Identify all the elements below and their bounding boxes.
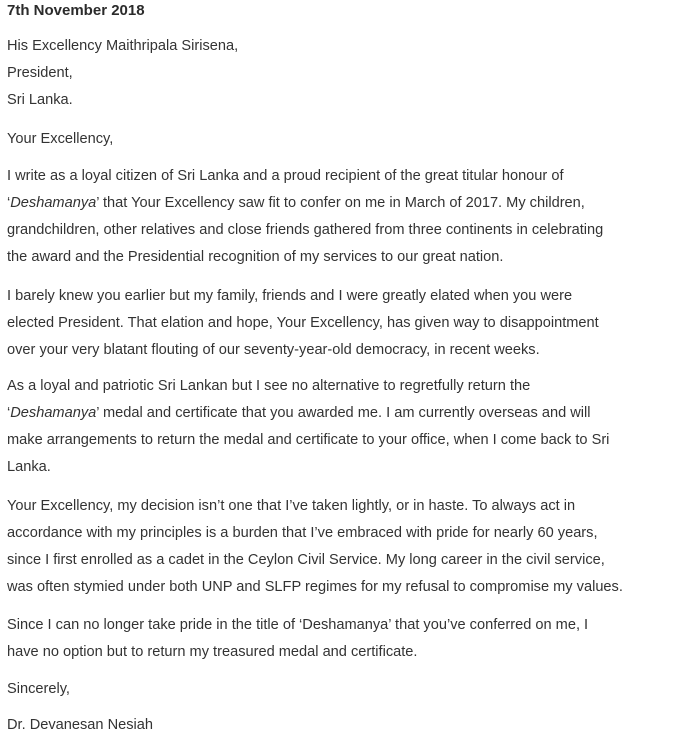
paragraph-line: I write as a loyal citizen of Sri Lanka and a proud recipient of the great titular honour of xyxy=(7,168,564,184)
paragraph-line: have no option but to return my treasured medal and certificate. xyxy=(7,644,418,660)
signature-name: Dr. Devanesan Nesiah xyxy=(7,717,154,733)
paragraph-line: accordance with my principles is a burden that I’ve embraced with pride for nearly 60 years, xyxy=(7,525,598,541)
paragraph-3 xyxy=(7,373,677,481)
salutation xyxy=(7,126,677,153)
letter-date: 7th November 2018 xyxy=(7,2,145,19)
signature xyxy=(7,712,677,739)
addressee-name: His Excellency Maithripala Sirisena, xyxy=(7,38,239,54)
paragraph-line: was often stymied under both UNP and SLFP regimes for my refusal to compromise my values. xyxy=(7,579,623,595)
paragraph-line xyxy=(7,400,677,427)
paragraph-line: Since I can no longer take pride in the title of ‘Deshamanya’ that you’ve conferred on me, I xyxy=(7,617,589,633)
quote-open: ‘ xyxy=(7,195,11,211)
addressee-title: President, xyxy=(7,65,73,81)
paragraph-line: grandchildren, other relatives and close friends gathered from three continents in celebrating xyxy=(7,222,604,238)
paragraph-2 xyxy=(7,283,677,364)
paragraph-line: elected President. That elation and hope, Your Excellency, has given way to disappointment xyxy=(7,315,599,331)
paragraph-line xyxy=(7,190,677,217)
paragraph-line: As a loyal and patriotic Sri Lankan but I see no alternative to regretfully return the xyxy=(7,378,531,394)
addressee-block xyxy=(7,33,677,114)
paragraph-line-rest: ’ medal and certificate that you awarded me. I am currently overseas and will xyxy=(96,405,591,421)
paragraph-line: make arrangements to return the medal and certificate to your office, when I come back to Sri xyxy=(7,432,610,448)
paragraph-line: I barely knew you earlier but my family, friends and I were greatly elated when you were xyxy=(7,288,573,304)
deshamanya-emphasis: Deshamanya xyxy=(10,195,97,211)
quote-open: ‘ xyxy=(7,405,11,421)
paragraph-line: since I first enrolled as a cadet in the Ceylon Civil Service. My long career in the civil service, xyxy=(7,552,605,568)
salutation-text: Your Excellency, xyxy=(7,131,114,147)
paragraph-4 xyxy=(7,493,677,601)
paragraph-1 xyxy=(7,163,677,271)
paragraph-line: the award and the Presidential recognition of my services to our great nation. xyxy=(7,249,504,265)
deshamanya-emphasis: Deshamanya xyxy=(10,405,97,421)
closing-text: Sincerely, xyxy=(7,681,70,697)
paragraph-5 xyxy=(7,612,677,666)
paragraph-line-rest: ’ that Your Excellency saw fit to confer on me in March of 2017. My children, xyxy=(96,195,585,211)
paragraph-line: Lanka. xyxy=(7,459,51,475)
closing xyxy=(7,676,677,703)
paragraph-line: Your Excellency, my decision isn’t one that I’ve taken lightly, or in haste. To always act in xyxy=(7,498,576,514)
addressee-country: Sri Lanka. xyxy=(7,92,73,108)
paragraph-line: over your very blatant flouting of our seventy-year-old democracy, in recent weeks. xyxy=(7,342,540,358)
